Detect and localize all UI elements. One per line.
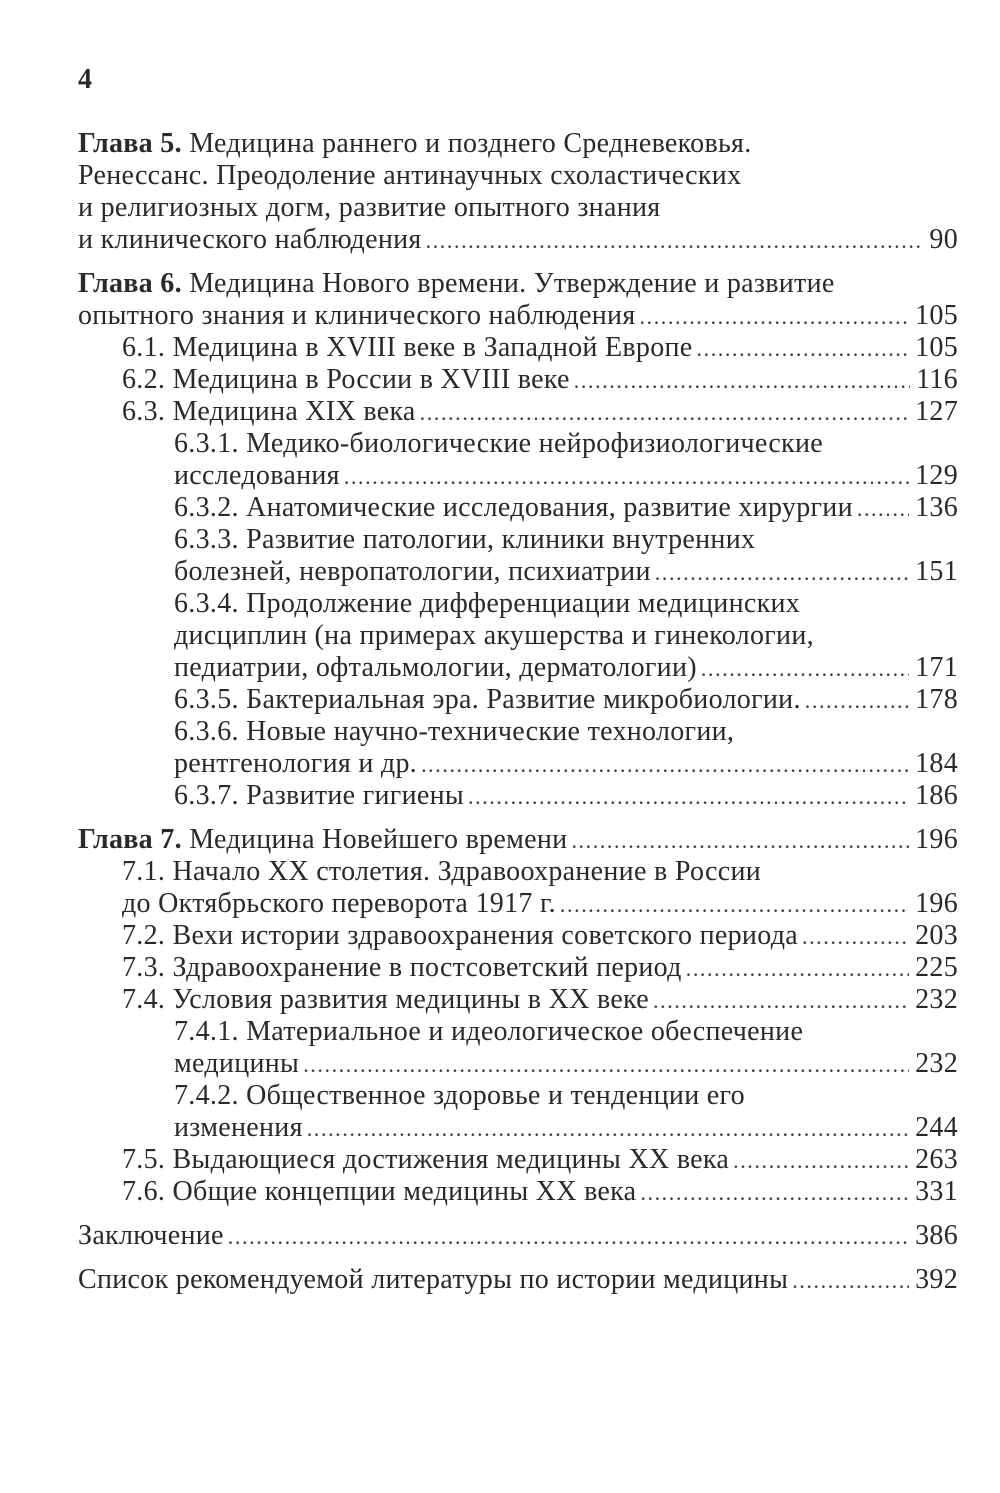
dot-leader	[228, 1221, 909, 1253]
dot-leader	[805, 685, 909, 717]
section-6-3-4-title-line-2: дисциплин (на примерах акушерства и гинекологии,	[174, 620, 814, 651]
section-6-3-2-page: 136	[915, 492, 958, 523]
dot-leader	[303, 1049, 909, 1081]
dot-leader	[307, 1113, 909, 1145]
section-6-3-6-title: 6.3.6. Новые научно-технические технологии,	[174, 716, 735, 747]
section-7-4-page: 232	[915, 984, 958, 1015]
section-7-4-1-title-line-2: медицины	[174, 1048, 300, 1079]
chapter-6-title: Медицина Нового времени. Утверждение и развитие	[189, 268, 835, 299]
toc-chapter-7[interactable]	[78, 824, 958, 856]
chapter-6-title-line-2: опытного знания и клинического наблюдения	[78, 300, 636, 331]
chapter-7-page: 196	[915, 824, 958, 855]
dot-leader	[421, 749, 909, 781]
toc-section-7-6[interactable]	[122, 1176, 958, 1208]
section-6-3-1-title-line-2: исследования	[174, 460, 340, 491]
chapter-5-title: Медицина раннего и позднего Средневековья.	[189, 128, 752, 159]
dot-leader	[792, 1265, 909, 1297]
section-6-3-3-page: 151	[915, 556, 958, 587]
section-6-3-3-title: 6.3.3. Развитие патологии, клиники внутренних	[174, 524, 756, 555]
toc-section-7-4-1[interactable]	[174, 1016, 958, 1080]
section-7-1-title-line-2: до Октябрьского переворота 1917 г.	[122, 888, 556, 919]
toc-section-6-3-7[interactable]	[174, 780, 958, 812]
section-7-4-1-title: 7.4.1. Материальное и идеологическое обеспечение	[174, 1016, 804, 1047]
toc-section-6-3-1[interactable]	[174, 428, 958, 492]
toc-conclusion[interactable]	[78, 1220, 958, 1252]
toc-section-7-2[interactable]	[122, 920, 958, 952]
section-6-3-4-title: 6.3.4. Продолжение дифференциации медицинских	[174, 588, 801, 619]
dot-leader	[686, 953, 909, 985]
dot-leader	[560, 889, 909, 921]
section-6-3-2-title: 6.3.2. Анатомические исследования, развитие хирургии	[174, 492, 853, 523]
section-7-3-page: 225	[915, 952, 958, 983]
chapter-5-title-line-4: и клинического наблюдения	[78, 224, 422, 255]
conclusion-title: Заключение	[78, 1220, 224, 1251]
section-6-3-4-title-line-3: педиатрии, офтальмологии, дерматологии)	[174, 652, 697, 683]
section-7-6-page: 331	[915, 1176, 958, 1207]
dot-leader	[701, 653, 909, 685]
dot-leader	[653, 985, 909, 1017]
chapter-5-title-line-3: и религиозных догм, развитие опытного знания	[78, 192, 661, 223]
toc-chapter-5[interactable]	[78, 128, 958, 256]
toc-section-6-1[interactable]	[122, 332, 958, 364]
section-7-3-title: 7.3. Здравоохранение в постсоветский период	[122, 952, 682, 983]
toc-section-7-4[interactable]	[122, 984, 958, 1016]
section-7-1-title: 7.1. Начало XX столетия. Здравоохранение в России	[122, 856, 762, 887]
section-6-3-1-page: 129	[915, 460, 958, 491]
dot-leader	[640, 1177, 909, 1209]
section-6-3-5-title: 6.3.5. Бактериальная эра. Развитие микробиологии.	[174, 684, 801, 715]
dot-leader	[697, 333, 910, 365]
conclusion-page: 386	[915, 1220, 958, 1251]
chapter-5-title-line-2: Ренессанс. Преодоление антинаучных схоластических	[78, 160, 742, 191]
section-7-1-page: 196	[915, 888, 958, 919]
toc-section-6-3-5[interactable]	[174, 684, 958, 716]
chapter-6-heading: Глава 6.	[78, 268, 182, 299]
toc-section-7-1[interactable]	[122, 856, 958, 920]
toc-section-6-3[interactable]	[122, 396, 958, 428]
dot-leader	[344, 461, 909, 493]
toc-chapter-6[interactable]	[78, 268, 958, 332]
dot-leader	[426, 225, 924, 257]
dot-leader	[420, 397, 909, 429]
section-7-4-2-title-line-2: изменения	[174, 1112, 303, 1143]
section-6-3-page: 127	[915, 396, 958, 427]
section-6-3-title: 6.3. Медицина XIX века	[122, 396, 416, 427]
section-6-3-3-title-line-2: болезней, невропатологии, психиатрии	[174, 556, 651, 587]
section-7-5-page: 263	[915, 1144, 958, 1175]
toc-section-7-4-2[interactable]	[174, 1080, 958, 1144]
toc-section-7-5[interactable]	[122, 1144, 958, 1176]
section-6-2-title: 6.2. Медицина в России в XVIII веке	[122, 364, 570, 395]
toc-section-6-2[interactable]	[122, 364, 958, 396]
section-7-4-2-title: 7.4.2. Общественное здоровье и тенденции его	[174, 1080, 745, 1111]
section-6-3-7-page: 186	[915, 780, 958, 811]
dot-leader	[802, 921, 909, 953]
section-6-3-6-title-line-2: рентгенология и др.	[174, 748, 418, 779]
section-6-3-7-title: 6.3.7. Развитие гигиены	[174, 780, 464, 811]
section-6-3-1-title: 6.3.1. Медико-биологические нейрофизиологические	[174, 428, 823, 459]
dot-leader	[468, 781, 909, 813]
toc-section-6-3-2[interactable]	[174, 492, 958, 524]
table-of-contents	[78, 128, 958, 1296]
page-number: 4	[78, 64, 92, 95]
toc-literature[interactable]	[78, 1264, 958, 1296]
dot-leader	[733, 1145, 909, 1177]
chapter-5-page: 90	[929, 224, 958, 255]
literature-title: Список рекомендуемой литературы по истории медицины	[78, 1264, 789, 1295]
section-6-2-page: 116	[916, 364, 958, 395]
dot-leader	[640, 301, 910, 333]
toc-section-6-3-4[interactable]	[174, 588, 958, 684]
dot-leader	[655, 557, 909, 589]
dot-leader	[857, 493, 909, 525]
section-7-2-page: 203	[915, 920, 958, 951]
literature-page: 392	[915, 1264, 958, 1295]
section-7-4-2-page: 244	[915, 1112, 958, 1143]
section-7-4-1-page: 232	[915, 1048, 958, 1079]
section-6-3-4-page: 171	[915, 652, 958, 683]
section-7-4-title: 7.4. Условия развития медицины в XX веке	[122, 984, 649, 1015]
section-7-5-title: 7.5. Выдающиеся достижения медицины XX века	[122, 1144, 730, 1175]
section-6-1-page: 105	[915, 332, 958, 363]
section-6-3-5-page: 178	[915, 684, 958, 715]
section-6-1-title: 6.1. Медицина в XVIII веке в Западной Европе	[122, 332, 693, 363]
dot-leader	[571, 825, 909, 857]
chapter-5-heading: Глава 5.	[78, 128, 182, 159]
section-7-2-title: 7.2. Вехи истории здравоохранения советского периода	[122, 920, 798, 951]
toc-section-7-3[interactable]	[122, 952, 958, 984]
chapter-7-title: Медицина Новейшего времени	[189, 824, 568, 855]
section-6-3-6-page: 184	[915, 748, 958, 779]
toc-section-6-3-6[interactable]	[174, 716, 958, 780]
chapter-7-heading: Глава 7.	[78, 824, 182, 855]
toc-section-6-3-3[interactable]	[174, 524, 958, 588]
dot-leader	[574, 365, 910, 397]
chapter-6-page: 105	[915, 300, 958, 331]
section-7-6-title: 7.6. Общие концепции медицины XX века	[122, 1176, 637, 1207]
